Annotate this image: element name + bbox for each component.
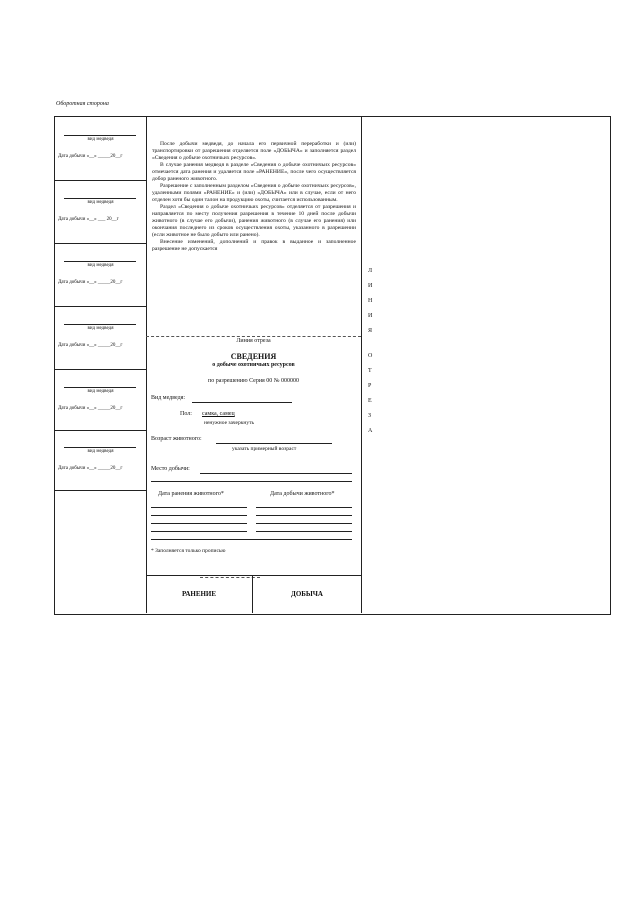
stub-separator — [54, 369, 146, 370]
age-label: Возраст животного: — [151, 436, 202, 442]
kill-button[interactable]: ДОБЫЧА — [291, 590, 323, 598]
place-input-line-2[interactable] — [151, 481, 352, 482]
stub-separator — [54, 306, 146, 307]
place-label: Место добычи: — [151, 466, 190, 472]
place-input-line[interactable] — [200, 473, 352, 474]
section-subtitle: о добыче охотничьих ресурсов — [212, 362, 295, 368]
age-hint: указать примерный возраст — [232, 446, 297, 452]
kind-input-line[interactable] — [192, 402, 292, 403]
permit-reference: по разрешению Серия 00 № 000000 — [207, 378, 300, 384]
wound-date-label: Дата ранения животного* — [158, 491, 224, 497]
instruction-paragraph: После добычи медведя, до начала его первичной переработки и (или) транспортировки от разрешения отделяется поле «ДОБЫЧА» и заполняется раздел «Сведения о добыче охотничьих ресурсов». — [152, 141, 356, 161]
stub-date-label: Дата добычи «__» _____20__г — [58, 154, 123, 159]
vertical-letter: Н — [368, 298, 373, 304]
stub-separator — [54, 180, 146, 181]
stub-separator — [54, 490, 146, 491]
sex-label: Пол: — [180, 411, 192, 417]
vertical-letter: О — [368, 353, 373, 359]
vertical-letter: Л — [368, 268, 373, 274]
cut-mark — [200, 577, 260, 578]
kill-date-label: Дата добычи животного* — [270, 491, 335, 497]
kill-date-line[interactable] — [256, 523, 352, 524]
stub-separator — [54, 430, 146, 431]
vertical-letter: И — [368, 313, 373, 319]
instruction-paragraph: Внесение изменений, дополнений и правок в выданное и заполненное разрешение не допускается — [152, 239, 356, 252]
instruction-paragraph: В случае ранения медведя в разделе «Сведения о добыче охотничьих ресурсов» отмечается дата ранения и удаляется поле «РАНЕНИЕ», после чего осуществляется добор раненого животного. — [152, 162, 356, 182]
stub-date-label: Дата добычи «__» _____20__г — [58, 406, 123, 411]
wound-button[interactable]: РАНЕНИЕ — [181, 590, 217, 598]
stub-date-label: Дата добычи «__» _____20__г — [58, 466, 123, 471]
kind-label: Вид медведя: — [151, 395, 186, 401]
sex-value[interactable]: самка, самец — [202, 411, 235, 417]
wound-date-line[interactable] — [151, 523, 247, 524]
vertical-letter: Р — [368, 383, 372, 389]
kill-date-line[interactable] — [256, 531, 352, 532]
sex-hint: ненужное зачеркнуть — [204, 420, 255, 426]
stub-kind-label: вид медведя — [87, 449, 114, 454]
date-line-bottom — [151, 539, 352, 540]
side-label: Оборотная сторона — [56, 101, 109, 107]
tear-line — [146, 336, 361, 337]
vertical-letter: З — [368, 413, 372, 419]
wound-date-line[interactable] — [151, 531, 247, 532]
wound-date-line[interactable] — [151, 507, 247, 508]
vertical-letter: Е — [368, 398, 372, 404]
age-input-line[interactable] — [216, 443, 332, 444]
footnote: * Заполняется только прописью — [151, 548, 226, 554]
instruction-paragraph: Разрешение с заполненным разделом «Сведения о добыче охотничьих ресурсов», удаленными полями «РАНЕНИЕ» и (или) «ДОБЫЧА» или в случае, если от него отделен хотя бы один талон на продукцию охоты, считается использованным. — [152, 183, 356, 203]
right-column-divider — [361, 116, 362, 613]
stub-date-label: Дата добычи «__» _____20__г — [58, 343, 123, 348]
stub-kind-label: вид медведя — [87, 389, 114, 394]
stub-date-label: Дата добычи «__» ___ 20__г — [58, 217, 119, 222]
vertical-letter: Я — [368, 328, 373, 334]
stub-separator — [54, 243, 146, 244]
vertical-letter: Т — [368, 368, 372, 374]
vertical-letter: А — [368, 428, 373, 434]
stub-2[interactable] — [58, 188, 143, 222]
section-title: СВЕДЕНИЯ — [230, 352, 277, 361]
stub-6[interactable] — [58, 437, 143, 471]
stub-kind-label: вид медведя — [87, 137, 114, 142]
instruction-paragraph: Раздел «Сведения о добыче охотничьих ресурсов» отделяется от разрешения и направляется по месту получения разрешения в течение 10 дней после добычи животного (в случае его добычи), ранения животного (в случае его ранения) или окончания последнего из сроков осуществления охоты, указанного в разрешении (если животное не было добыто или ранено). — [152, 204, 356, 238]
instructions — [152, 141, 356, 253]
buttons-separator — [146, 575, 361, 576]
stub-3[interactable] — [58, 251, 143, 285]
stub-kind-label: вид медведя — [87, 326, 114, 331]
vertical-letter: И — [368, 283, 373, 289]
kill-date-line[interactable] — [256, 515, 352, 516]
kill-date-line[interactable] — [256, 507, 352, 508]
stub-4[interactable] — [58, 314, 143, 348]
wound-date-line[interactable] — [151, 515, 247, 516]
stub-1[interactable] — [58, 125, 143, 159]
stub-date-label: Дата добычи «__» _____20__г — [58, 280, 123, 285]
stub-kind-label: вид медведя — [87, 200, 114, 205]
stub-5[interactable] — [58, 377, 143, 411]
tear-line-label: Линия отреза — [236, 338, 271, 344]
stub-kind-label: вид медведя — [87, 263, 114, 268]
